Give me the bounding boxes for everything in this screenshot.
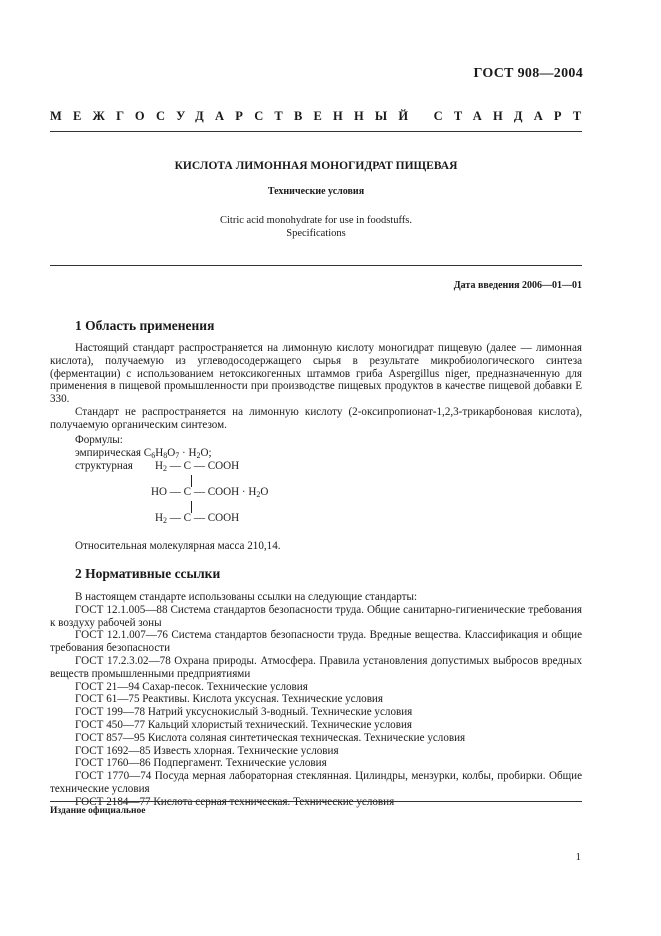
structural-row-2: HO — C — COOH · $H_2O$ — [151, 486, 269, 499]
english-title: Citric acid monohydrate for use in foodstuffs. — [220, 215, 412, 226]
scope-paragraph-2: Стандарт не распространяется на лимонную кислоту (2-оксипропионат-1,2,3-трикарбоновая кислота), получаемую органическим синтезом. — [50, 405, 582, 431]
empirical-label: эмпирическая — [75, 447, 141, 459]
empirical-formula: эмпирическая $C_6H_8O_7 \cdot H_2O$; — [75, 447, 212, 460]
reference-item: ГОСТ 1770—74 Посуда мерная лабораторная стеклянная. Цилиндры, мензурки, колбы, пробирки. Общие технические условия — [50, 770, 582, 795]
official-edition-label: Издание официальное — [50, 806, 146, 816]
reference-item: ГОСТ 17.2.3.02—78 Охрана природы. Атмосфера. Правила установления допустимых выбросов вредных веществ промышленными предприятиями — [50, 654, 582, 680]
reference-item: ГОСТ 21—94 Сахар-песок. Технические условия — [75, 680, 308, 693]
gost-number: ГОСТ 908—2004 — [473, 66, 583, 81]
introduction-date: Дата введения 2006—01—01 — [453, 280, 582, 291]
top-divider — [50, 131, 582, 132]
reference-item: ГОСТ 1760—86 Подпергамент. Технические условия — [75, 757, 327, 770]
structural-label: структурная — [75, 460, 133, 472]
reference-item: ГОСТ 61—75 Реактивы. Кислота уксусная. Технические условия — [75, 693, 383, 706]
reference-item: ГОСТ 1692—85 Известь хлорная. Технические условия — [75, 744, 339, 757]
section-2-heading: 2 Нормативные ссылки — [75, 566, 221, 581]
reference-item: ГОСТ 857—95 Кислота соляная синтетическая техническая. Технические условия — [75, 731, 466, 744]
scope-paragraph-1: Настоящий стандарт распространяется на лимонную кислоту моногидрат пищевую (далее — лимонная кислота), получаемую из углеводосодержащего сырья в результате микробиологического синтеза (ферментации) с использованием нетоксикогенных штаммов гриба Aspergillus niger, предназначенную для применения в пищевой промышленности при производстве пищевых продуктов в качестве пищевой добавки Е 330. — [50, 342, 582, 406]
page-number: 1 — [575, 851, 581, 863]
reference-item: ГОСТ 450—77 Кальций хлористый технический. Технические условия — [75, 718, 413, 731]
section-2-body — [50, 591, 582, 809]
english-subtitle: Specifications — [286, 228, 346, 239]
reference-item: ГОСТ 12.1.007—76 Система стандартов безопасности труда. Вредные вещества. Классификация и общие требования безопасности — [50, 629, 582, 655]
formulas-label: Формулы: — [75, 434, 123, 446]
document-title: КИСЛОТА ЛИМОННАЯ МОНОГИДРАТ ПИЩЕВАЯ — [174, 160, 458, 172]
title-divider — [50, 265, 582, 266]
footer-divider — [50, 801, 582, 802]
reference-item: ГОСТ 2184—77 Кислота серная техническая. Технические условия — [75, 795, 395, 808]
structural-row-3: $H_2$ — C — COOH — [155, 512, 240, 525]
references-intro: В настоящем стандарте использованы ссылки на следующие стандарты: — [75, 591, 418, 603]
interstate-standard-banner: МЕЖГОСУДАРСТВЕННЫЙ СТАНДАРТ — [50, 109, 593, 123]
structural-row-1: $H_2$ — C — COOH — [155, 460, 240, 473]
section-1-heading: 1 Область применения — [75, 318, 215, 333]
molecular-mass: Относительная молекулярная масса 210,14. — [75, 540, 281, 552]
reference-item: ГОСТ 12.1.005—88 Система стандартов безопасности труда. Общие санитарно-гигиенические требования к воздуху рабочей зоны — [50, 603, 582, 629]
reference-item: ГОСТ 199—78 Натрий уксуснокислый 3-водный. Технические условия — [75, 706, 413, 719]
document-subtitle: Технические условия — [267, 186, 365, 197]
section-1-body — [50, 342, 582, 432]
